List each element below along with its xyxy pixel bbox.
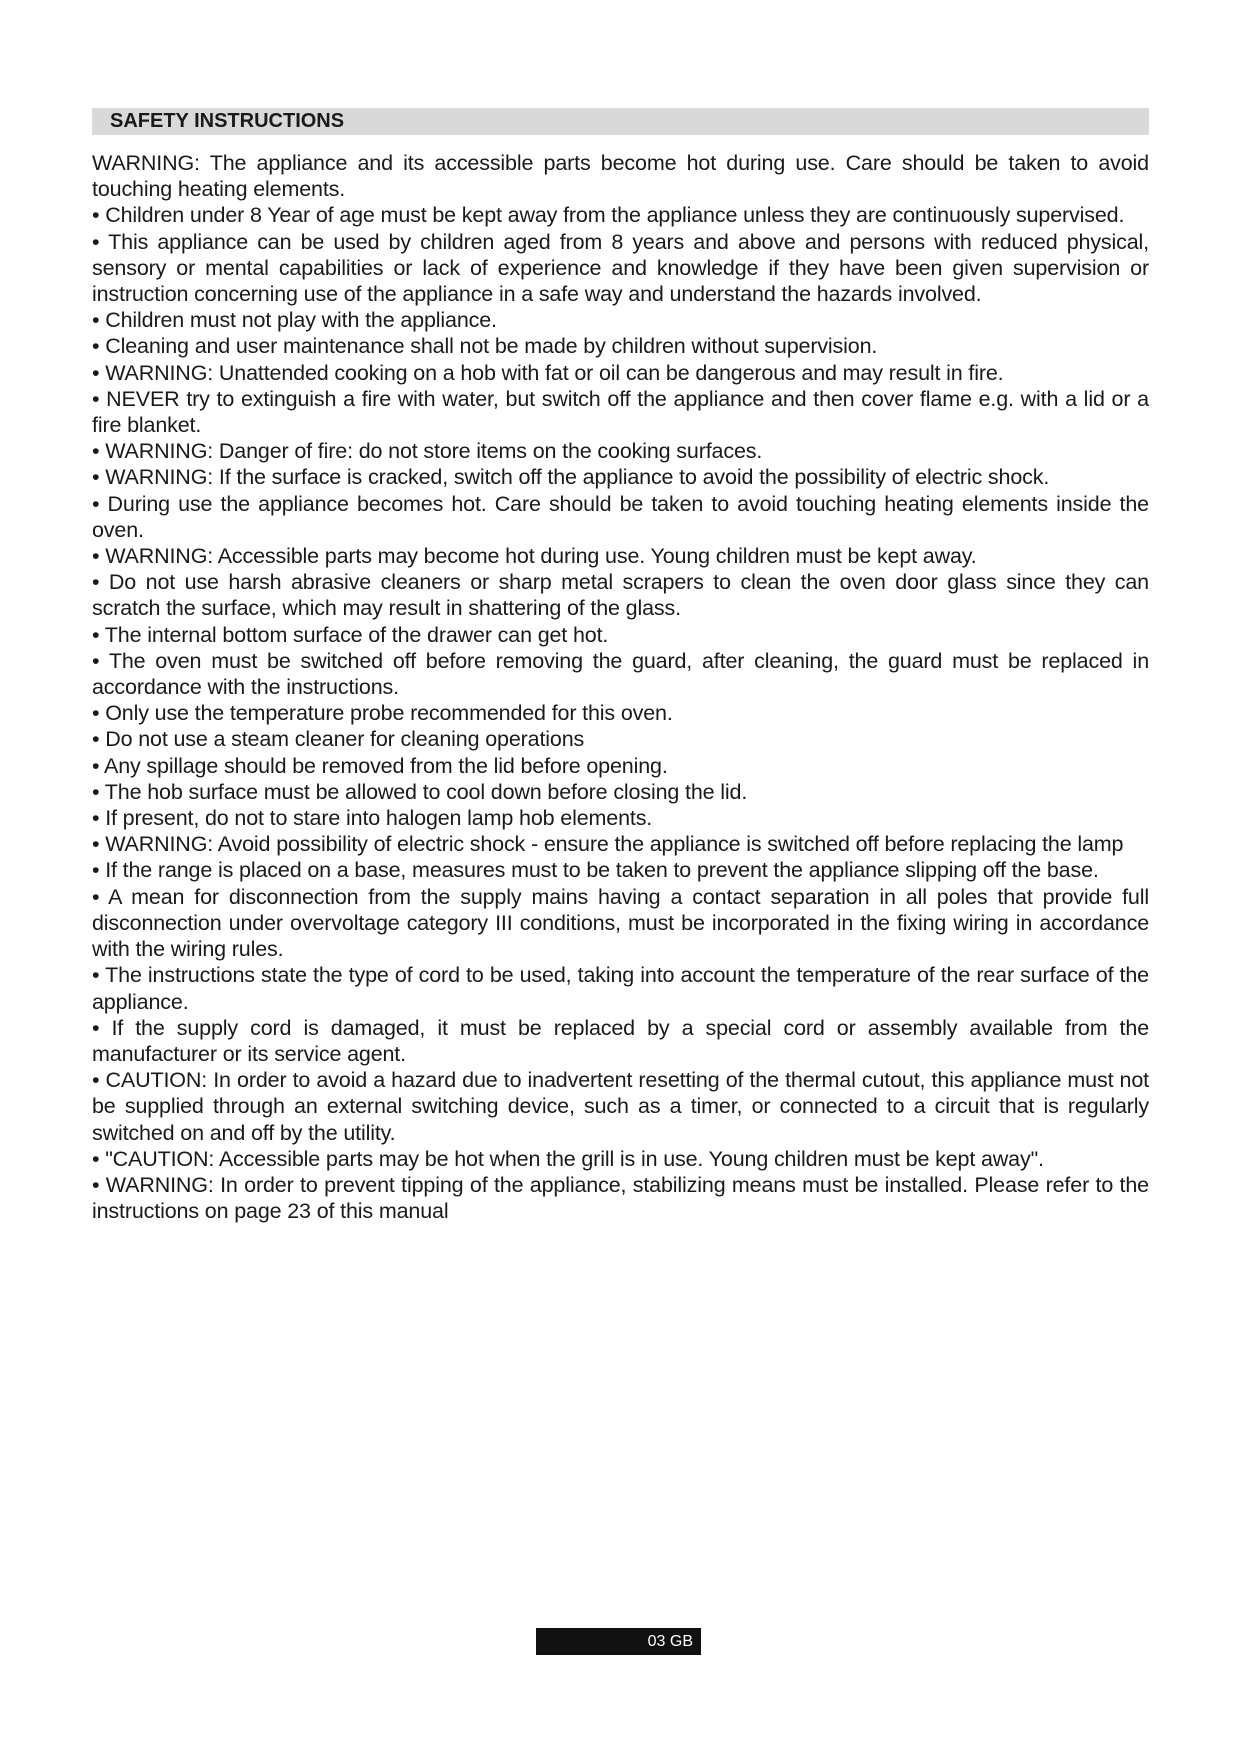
page-number: 03 GB [536, 1628, 701, 1655]
section-title: SAFETY INSTRUCTIONS [92, 108, 1149, 135]
instruction-paragraph: • Do not use harsh abrasive cleaners or sharp metal scrapers to clean the oven door glass since they can scratch the surface, which may result in shattering of the glass. [92, 570, 1149, 621]
instruction-paragraph: • The instructions state the type of cord to be used, taking into account the temperature of the rear surface of the appliance. [92, 963, 1149, 1014]
instruction-paragraph: • CAUTION: In order to avoid a hazard due to inadvertent resetting of the thermal cutout, this appliance must not be supplied through an external switching device, such as a timer, or connected to a circuit that is regularly switched on and off by the utility. [92, 1068, 1149, 1145]
instruction-paragraph: • "CAUTION: Accessible parts may be hot when the grill is in use. Young children must be kept away". [92, 1146, 1044, 1171]
instruction-paragraph: • This appliance can be used by children aged from 8 years and above and persons with reduced physical, sensory or mental capabilities or lack of experience and knowledge if they have been given supervision or instruction concerning use of the appliance in a safe way and understand the hazards involved. [92, 229, 1149, 307]
instruction-paragraph: • If present, do not to stare into halogen lamp hob elements. [92, 806, 653, 831]
instruction-paragraph: • NEVER try to extinguish a fire with water, but switch off the appliance and then cover flame e.g. with a lid or a fire blanket. [92, 386, 1149, 438]
instruction-paragraph: • WARNING: In order to prevent tipping of the appliance, stabilizing means must be installed. Please refer to the instructions on page 23 of this manual [92, 1172, 1149, 1224]
instruction-paragraph: • Children under 8 Year of age must be kept away from the appliance unless they are continuously supervised. [92, 203, 1125, 228]
instruction-paragraph: WARNING: The appliance and its accessible parts become hot during use. Care should be taken to avoid touching heating elements. [92, 151, 1149, 202]
instruction-paragraph: • Do not use a steam cleaner for cleaning operations [92, 727, 585, 752]
instruction-paragraph: • WARNING: Accessible parts may become hot during use. Young children must be kept away. [92, 544, 977, 569]
instruction-paragraph: • The internal bottom surface of the drawer can get hot. [92, 622, 609, 647]
instruction-paragraph: • Children must not play with the appliance. [92, 308, 497, 333]
instruction-paragraph: • WARNING: If the surface is cracked, switch off the appliance to avoid the possibility of electric shock. [92, 465, 1050, 490]
instruction-paragraph: • If the supply cord is damaged, it must be replaced by a special cord or assembly available from the manufacturer or its service agent. [92, 1015, 1149, 1066]
instruction-paragraph: • WARNING: Avoid possibility of electric shock - ensure the appliance is switched off before replacing the lamp [92, 832, 1124, 857]
instruction-paragraph: • The oven must be switched off before removing the guard, after cleaning, the guard must be replaced in accordance with the instructions. [92, 648, 1149, 700]
instruction-paragraph: • WARNING: Unattended cooking on a hob with fat or oil can be dangerous and may result in fire. [92, 360, 1004, 385]
instruction-paragraph: • A mean for disconnection from the supply mains having a contact separation in all poles that provide full disconnection under overvoltage category III conditions, must be incorporated in the fixing wiring in accordance with the wiring rules. [92, 884, 1149, 962]
instruction-paragraph: • Only use the temperature probe recommended for this oven. [92, 701, 673, 726]
instruction-paragraph: • Any spillage should be removed from the lid before opening. [92, 753, 668, 778]
instruction-paragraph: • WARNING: Danger of fire: do not store items on the cooking surfaces. [92, 439, 763, 464]
instruction-paragraph: • Cleaning and user maintenance shall not be made by children without supervision. [92, 334, 878, 359]
instruction-paragraph: • During use the appliance becomes hot. Care should be taken to avoid touching heating elements inside the oven. [92, 491, 1149, 542]
instructions-body [92, 150, 1149, 1224]
instruction-paragraph: • The hob surface must be allowed to cool down before closing the lid. [92, 779, 748, 804]
instruction-paragraph: • If the range is placed on a base, measures must to be taken to prevent the appliance slipping off the base. [92, 858, 1099, 883]
